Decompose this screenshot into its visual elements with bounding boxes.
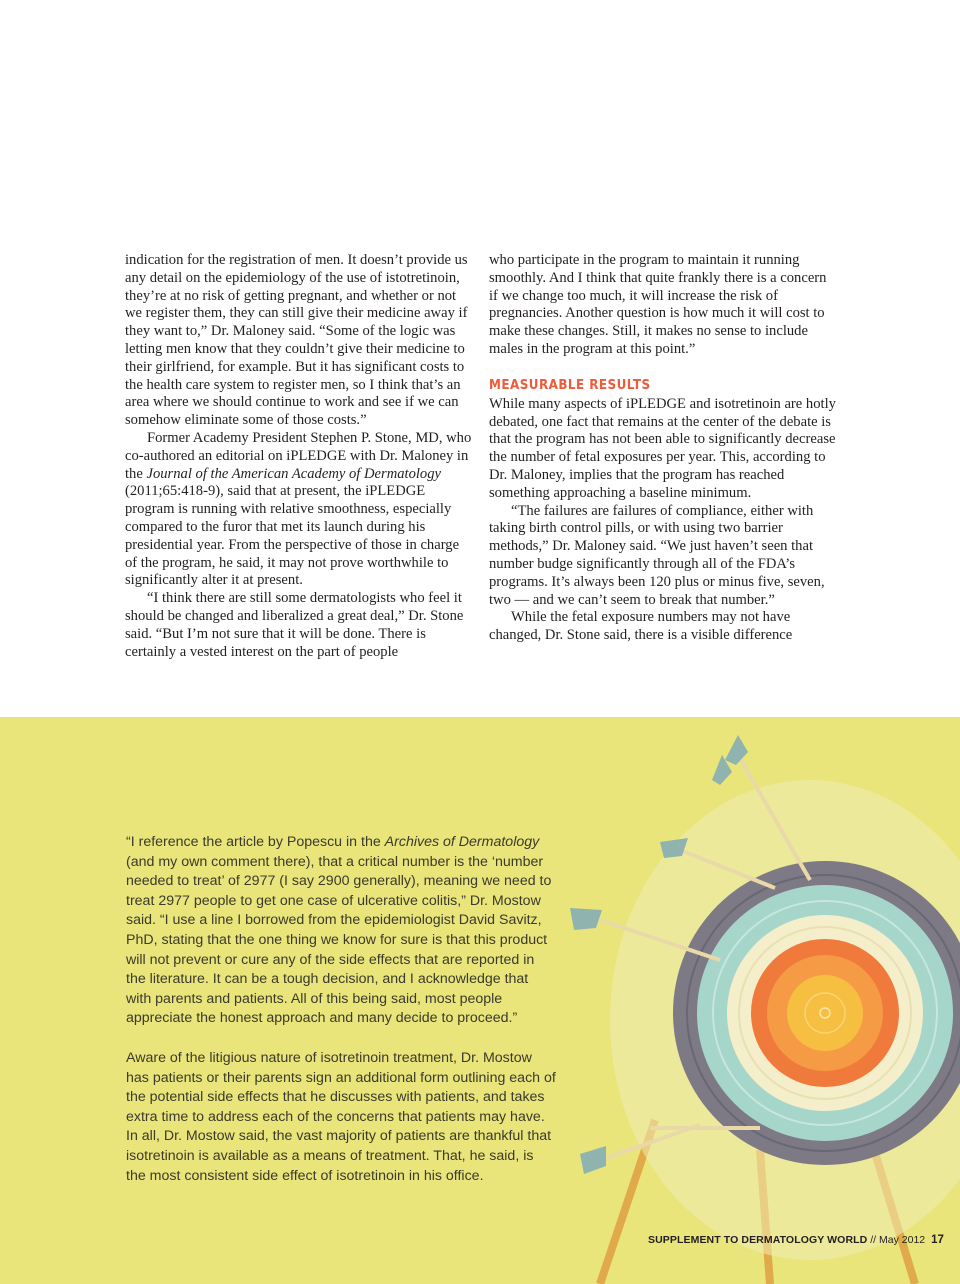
sidebar-text [126,833,556,1186]
text-run: (and my own comment there), that a critical number is the ‘number needed to treat’ of 2977 (I say 2900 generally), meaning we need to treat 2977 people to get one case of ulcerative colitis,” Dr. Mostow said. “I use a line I borrowed from the epidemiologist David Savitz, PhD, stating that the one thing we know for sure is that this product will not prevent or cure any of the side effects that are reported in the literature. It can be a tough decision, and I acknowledge that with parents and patients. All of this being said, most people appreciate the honest approach and many decide to proceed.” [126,853,552,1027]
text-run: (2011;65:418-9), said that at present, the iPLEDGE program is running with relative smoothness, especially compared to the furor that met its launch during his presidential year. From the perspective of those in charge of the program, he said, it may not prove worthwhile to significantly alter it at present. [125,483,460,589]
article-paragraph: “I think there are still some dermatologists who feel it should be changed and liberalized a great deal,” Dr. Stone said. “But I’m not sure that it will be done. There is certainly a vested interest on the part of people [125,590,464,660]
article-paragraph: indication for the registration of men. It doesn’t provide us any detail on the epidemiology of the use of istotretinoin, they’re at no risk of getting pregnant, and whether or not we register them, they can still give their medicine away if they want to,” Dr. Maloney said. “Some of the logic was letting men know that they couldn’t give their medicine to their girlfriend, for example. But it has significant costs to the health care system to register men, so I think that’s an area where we should continue to work and see if we can somehow eliminate some of those costs.” [125,252,468,429]
section-subhead: MEASURABLE RESULTS [489,377,651,393]
page-number: 17 [931,1234,944,1246]
archery-target-icon [560,730,960,1284]
article-column-left [125,252,473,661]
footer-separator: // [867,1234,880,1246]
journal-title: Journal of the American Academy of Dermatology [146,465,442,482]
target-ring-yellow [787,975,863,1051]
text-run: Former Academy President Stephen P. Stone, MD, who co-authored an editorial on iPLEDGE with Dr. Maloney in the [125,429,472,482]
article-paragraph-stone [125,430,473,590]
article-paragraph: While the fetal exposure numbers may not have changed, Dr. Stone said, there is a visible difference [489,609,793,644]
article-paragraph: While many aspects of iPLEDGE and isotretinoin are hotly debated, one fact that remains at the center of the debate is that the program has not been able to significantly decrease the number of fetal exposures per year. This, according to Dr. Maloney, implies that the program has reached something approaching a baseline minimum. [489,395,836,501]
sidebar-closing-paragraph: Aware of the litigious nature of isotretinoin treatment, Dr. Mostow has patients or their parents sign an additional form outlining each of the potential side effects that he discusses with patients, and takes extra time to address each of the concerns that patients may have. In all, Dr. Mostow said, the vast majority of patients are thankful that isotretinoin is available as a means of treatment. That, he said, is the most consistent side effect of isotretinoin in his office. [126,1049,556,1184]
page-footer [648,1234,944,1246]
sidebar-quote [126,833,556,1029]
issue-date: May 2012 [879,1234,926,1246]
text-run: “I reference the article by Popescu in the [126,834,385,850]
journal-title: Archives of Dermatology [384,834,540,850]
article-paragraph: who participate in the program to maintain it running smoothly. And I think that quite frankly there is a concern if we change too much, it will increase the risk of pregnancies. Another question is how much it will cost to make these changes. Still, it makes no sense to include males in the program at this point.” [489,252,827,357]
article-column-right [489,252,837,645]
article-paragraph: “The failures are failures of compliance, either with taking birth control pills, or with using two barrier methods,” Dr. Maloney said. “We just haven’t seen that number budge significantly through all of the FDA’s programs. It’s always been 120 plus or minus five, seven, two — and we can’t seem to break that number.” [489,502,825,608]
publication-name: SUPPLEMENT TO DERMATOLOGY WORLD [648,1234,868,1246]
